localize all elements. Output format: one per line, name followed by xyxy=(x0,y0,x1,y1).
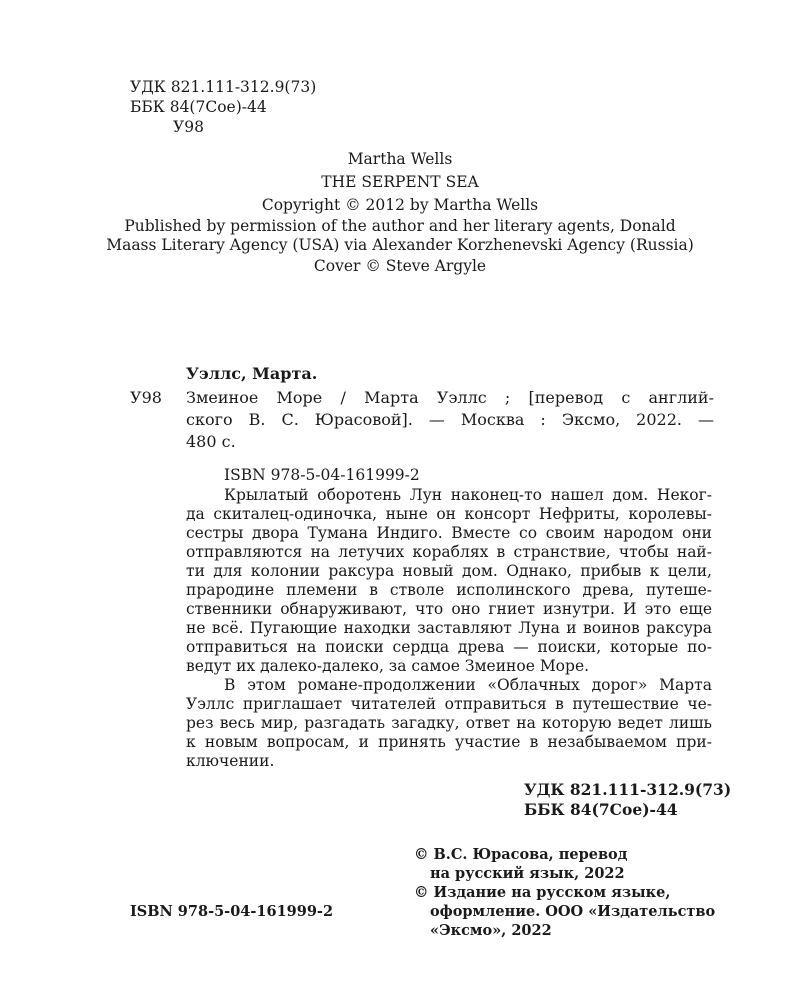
copyright-line: на русский язык, 2022 xyxy=(430,865,625,882)
permission-line-1: Published by permission of the author and her literary agents, Donald xyxy=(124,217,676,235)
annotation-line: сестры двора Тумана Индиго. Вместе со своим народом они xyxy=(186,524,712,542)
annotation-line: да скиталец-одиночка, ныне он консорт Нефриты, королевы- xyxy=(186,505,712,523)
footer-isbn: ISBN 978-5-04-161999-2 xyxy=(130,903,334,920)
original-copyright: Copyright © 2012 by Martha Wells xyxy=(261,196,539,214)
udk-bottom: УДК 821.111-312.9(73) xyxy=(524,780,732,799)
annotation-line: к новым вопросам, и принять участие в незабываемом при- xyxy=(186,733,712,751)
catalog-entry-line-2: ского В. С. Юрасовой]. — Москва : Эксмо, 2022. — xyxy=(186,410,714,429)
annotation-line: Крылатый оборотень Лун наконец-то нашел дом. Неког- xyxy=(224,486,712,504)
copyright-line: © В.С. Юрасова, перевод xyxy=(414,846,628,863)
copyright-line: © Издание на русском языке, xyxy=(414,884,671,901)
annotation-line: ведут их далеко-далеко, за самое Змеиное Море. xyxy=(186,657,590,675)
catalog-mark: У98 xyxy=(130,388,162,407)
catalog-heading: Уэллс, Марта. xyxy=(186,364,318,383)
catalog-entry-line-3: 480 с. xyxy=(186,432,236,451)
copyright-line: оформление. ООО «Издательство xyxy=(430,903,716,920)
annotation-line: прародине племени в стволе исполинского древа, путеше- xyxy=(186,581,712,599)
original-title: THE SERPENT SEA xyxy=(321,173,479,191)
copyright-line: «Эксмо», 2022 xyxy=(430,922,552,939)
catalog-entry-line-1: Змеиное Море / Марта Уэллс ; [перевод с англий- xyxy=(186,388,714,407)
annotation-line: Уэллс приглашает читателей отправиться в путешествие че- xyxy=(186,695,712,713)
cover-credit: Cover © Steve Argyle xyxy=(313,257,487,275)
bbk-top: ББК 84(7Сое)-44 xyxy=(130,98,267,116)
annotation-line: рез весь мир, разгадать загадку, ответ на которую ведет лишь xyxy=(186,714,712,732)
annotation-line: не всё. Пугающие находки заставляют Луна и воинов раксура xyxy=(186,619,712,637)
author-mark-top: У98 xyxy=(173,118,204,136)
bbk-bottom: ББК 84(7Сое)-44 xyxy=(524,800,678,819)
udk-top: УДК 821.111-312.9(73) xyxy=(130,78,317,96)
annotation-line: ственники обнаруживают, что оно гниет изнутри. И это еще xyxy=(186,600,712,618)
annotation-line: отправиться на поиски сердца древа — поиски, которые по- xyxy=(186,638,712,656)
annotation-line: ти для колонии раксура новый дом. Однако, прибыв к цели, xyxy=(186,562,712,580)
original-author: Martha Wells xyxy=(347,150,453,168)
permission-line-2: Maass Literary Agency (USA) via Alexander Korzhenevski Agency (Russia) xyxy=(106,236,694,254)
annotation-line: В этом романе-продолжении «Облачных дорог» Марта xyxy=(224,676,712,694)
annotation-line: ключении. xyxy=(186,752,275,770)
catalog-isbn: ISBN 978-5-04-161999-2 xyxy=(224,466,420,484)
annotation-line: отправляются на летучих кораблях в странствие, чтобы най- xyxy=(186,543,712,561)
